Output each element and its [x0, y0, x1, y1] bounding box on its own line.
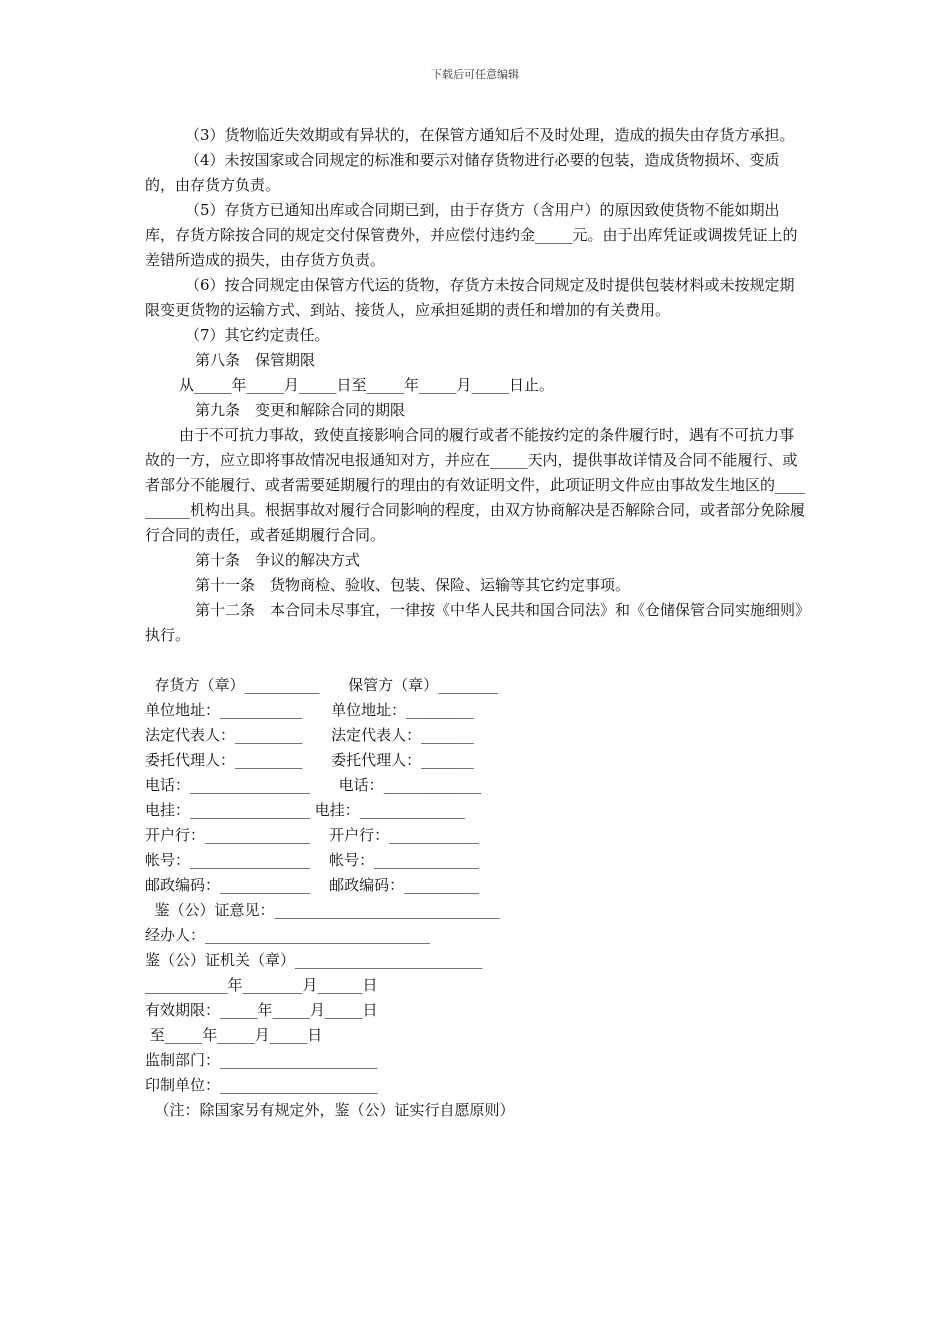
clause-5: （5）存货方已通知出库或合同期已到，由于存货方（含用户）的原因致使货物不能如期出库，存货方除按合同的规定交付保管费外，并应偿付违约金_____元。由于出库凭证或调拨凭证上的差错所造成的损失，由存货方负责。 [145, 201, 798, 269]
printer-line: 印制单位：_____________________ [145, 1076, 378, 1094]
validity-line: 有效期限：_____年_____月_____日 [145, 1001, 378, 1019]
notary-opinion-line: 鉴（公）证意见：______________________________ [145, 901, 500, 919]
depositor-seal-line: 存货方（章）__________ 保管方（章）________ [145, 676, 499, 694]
clause-6: （6）按合同规定由保管方代运的货物，存货方未按合同规定及时提供包装材料或未按规定期限变更货物的运输方式、到站、接货人，应承担延期的责任和增加的有关费用。 [145, 276, 795, 319]
signature-block [145, 673, 807, 1123]
article-12-body: 第十二条 本合同未尽事宜，一律按《中华人民共和国合同法》和《仓储保管合同实施细则》执行。 [145, 601, 803, 644]
address-line: 单位地址：___________ 单位地址：_________ [145, 701, 474, 719]
clause-7: （7）其它约定责任。 [185, 326, 330, 344]
validity-end-line: 至_____年_____月_____日 [145, 1026, 323, 1044]
page-header: 下载后可任意编辑 [431, 68, 519, 81]
postcode-line: 邮政编码：____________ 邮政编码：__________ [145, 876, 480, 894]
article-8-title: 第八条 保管期限 [195, 351, 316, 369]
article-9-title: 第九条 变更和解除合同的期限 [195, 401, 406, 419]
clause-3: （3）货物临近失效期或有异状的，在保管方通知后不及时处理，造成的损失由存货方承担。 [185, 126, 795, 144]
article-9-body: 由于不可抗力事故，致使直接影响合同的履行或者不能按约定的条件履行时，遇有不可抗力事故的一方，应立即将事故情况电报通知对方，并应在_____天内，提供事故详情及合同不能履行、或者部分不能履行、或者需要延期履行的理由的有效证明文件，此项证明文件应由事故发生地区的__________机构出具。根据事故对履行合同影响的程度，由双方协商解决是否解除合同，或者部分免除履行合同的责任，或者延期履行合同。 [145, 426, 806, 544]
phone-line: 电话：________________ 电话：_____________ [145, 776, 482, 794]
contract-body [145, 123, 807, 1123]
handler-line: 经办人：______________________________ [145, 926, 431, 944]
account-line: 帐号：________________ 帐号：______________ [145, 851, 480, 869]
article-10-title: 第十条 争议的解决方式 [195, 551, 361, 569]
clause-4: （4）未按国家或合同规定的标准和要示对储存货物进行必要的包装，造成货物损坏、变质的，由存货方负责。 [145, 151, 780, 194]
supervisor-line: 监制部门：_____________________ [145, 1051, 378, 1069]
article-8-body: 从_____年_____月_____日至_____年_____月_____日止。 [179, 376, 555, 394]
note-line: （注：除国家另有规定外，鉴（公）证实行自愿原则） [145, 1101, 515, 1119]
agent-line: 委托代理人：_________ 委托代理人：_______ [145, 751, 474, 769]
article-11-title: 第十一条 货物商检、验收、包装、保险、运输等其它约定事项。 [195, 576, 631, 594]
bank-line: 开户行：______________ 开户行：____________ [145, 826, 480, 844]
legal-rep-line: 法定代表人：_________ 法定代表人：_______ [145, 726, 474, 744]
date-line: ___________年________月______日 [145, 976, 378, 994]
telegraph-line: 电挂：________________ 电挂：______________ [145, 801, 465, 819]
notary-office-line: 鉴（公）证机关（章）_________________________ [145, 951, 483, 969]
